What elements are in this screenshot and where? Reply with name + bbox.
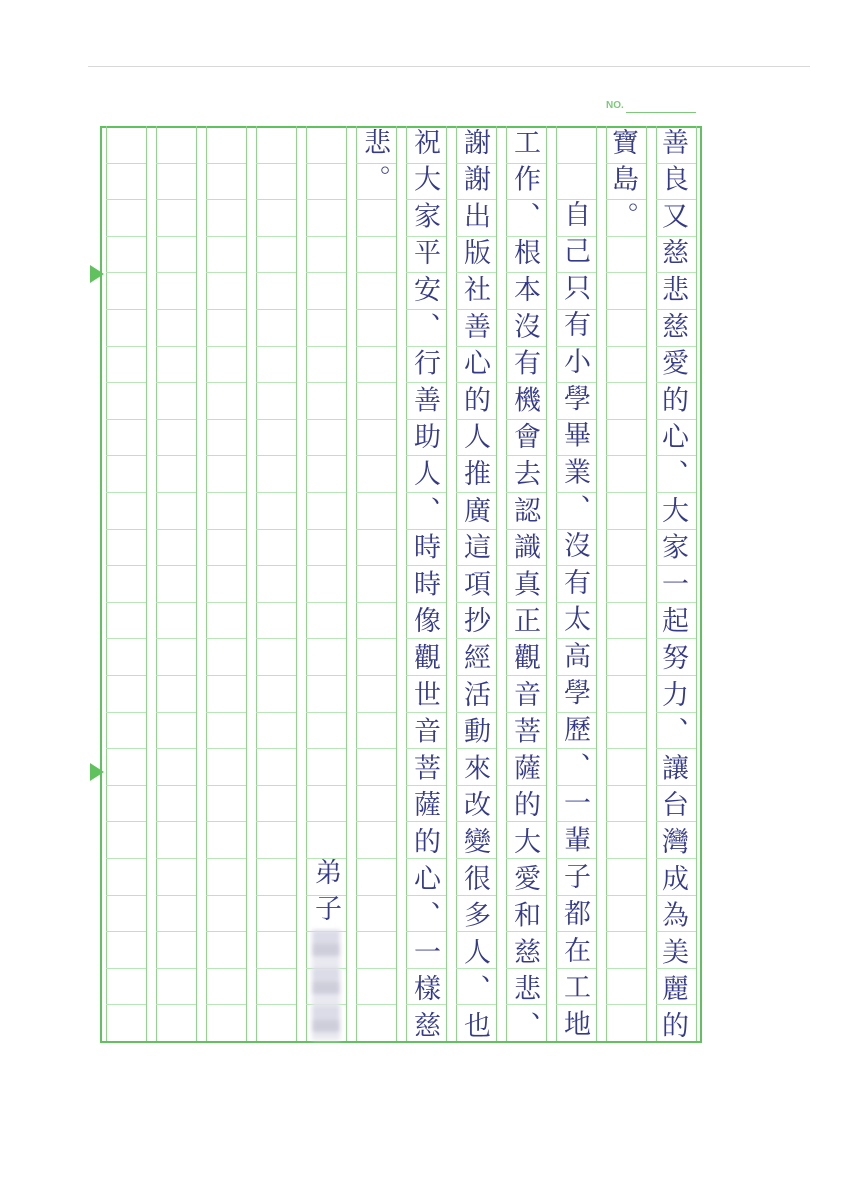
grid-row-line bbox=[156, 821, 196, 822]
grid-row-line bbox=[256, 748, 296, 749]
grid-row-line bbox=[106, 492, 146, 493]
grid-row-line bbox=[256, 675, 296, 676]
grid-row-line bbox=[356, 492, 396, 493]
text-column-2: 寶島。 bbox=[607, 128, 638, 239]
grid-row-line bbox=[606, 309, 646, 310]
grid-row-line bbox=[106, 968, 146, 969]
grid-row-line bbox=[256, 785, 296, 786]
grid-row-line bbox=[106, 272, 146, 273]
grid-column-line bbox=[206, 126, 207, 1041]
grid-row-line bbox=[606, 419, 646, 420]
grid-row-line bbox=[256, 346, 296, 347]
grid-row-line bbox=[606, 1004, 646, 1005]
top-rule bbox=[88, 66, 810, 67]
grid-row-line bbox=[156, 309, 196, 310]
grid-row-line bbox=[356, 895, 396, 896]
grid-row-line bbox=[106, 858, 146, 859]
grid-row-line bbox=[106, 199, 146, 200]
grid-row-line bbox=[106, 346, 146, 347]
grid-row-line bbox=[606, 346, 646, 347]
grid-row-line bbox=[606, 455, 646, 456]
grid-row-line bbox=[206, 858, 246, 859]
grid-frame bbox=[100, 126, 702, 1043]
number-line bbox=[626, 112, 696, 113]
grid-row-line bbox=[306, 382, 346, 383]
grid-row-line bbox=[256, 455, 296, 456]
grid-row-line bbox=[606, 272, 646, 273]
grid-row-line bbox=[606, 895, 646, 896]
grid-row-line bbox=[206, 272, 246, 273]
grid-row-line bbox=[206, 492, 246, 493]
grid-column-line bbox=[606, 126, 607, 1041]
grid-row-line bbox=[256, 638, 296, 639]
grid-row-line bbox=[606, 748, 646, 749]
grid-row-line bbox=[306, 272, 346, 273]
grid-row-line bbox=[156, 163, 196, 164]
grid-row-line bbox=[206, 712, 246, 713]
grid-row-line bbox=[156, 382, 196, 383]
grid-row-line bbox=[306, 419, 346, 420]
grid-row-line bbox=[156, 748, 196, 749]
grid-row-line bbox=[256, 163, 296, 164]
grid-row-line bbox=[206, 163, 246, 164]
grid-row-line bbox=[156, 675, 196, 676]
grid-row-line bbox=[606, 382, 646, 383]
grid-row-line bbox=[206, 419, 246, 420]
grid-row-line bbox=[606, 675, 646, 676]
redacted-name bbox=[312, 930, 340, 1040]
grid-row-line bbox=[306, 785, 346, 786]
grid-row-line bbox=[606, 785, 646, 786]
grid-row-line bbox=[156, 529, 196, 530]
text-column-8: 悲。 bbox=[359, 128, 390, 202]
grid-row-line bbox=[356, 565, 396, 566]
grid-row-line bbox=[106, 455, 146, 456]
grid-row-line bbox=[206, 785, 246, 786]
grid-row-line bbox=[356, 455, 396, 456]
grid-row-line bbox=[156, 968, 196, 969]
author-label: 弟子 bbox=[310, 858, 341, 930]
grid-row-line bbox=[356, 272, 396, 273]
grid-row-line bbox=[356, 858, 396, 859]
grid-column-line bbox=[146, 126, 147, 1041]
grid-row-line bbox=[106, 675, 146, 676]
grid-row-line bbox=[306, 821, 346, 822]
grid-row-line bbox=[106, 309, 146, 310]
grid-row-line bbox=[606, 602, 646, 603]
grid-row-line bbox=[206, 455, 246, 456]
grid-column-line bbox=[346, 126, 347, 1041]
grid-row-line bbox=[356, 638, 396, 639]
grid-row-line bbox=[356, 748, 396, 749]
grid-row-line bbox=[156, 346, 196, 347]
grid-row-line bbox=[356, 346, 396, 347]
grid-row-line bbox=[606, 492, 646, 493]
grid-row-line bbox=[356, 236, 396, 237]
grid-row-line bbox=[306, 455, 346, 456]
grid-row-line bbox=[606, 712, 646, 713]
grid-row-line bbox=[156, 272, 196, 273]
grid-row-line bbox=[256, 529, 296, 530]
grid-row-line bbox=[356, 309, 396, 310]
grid-row-line bbox=[206, 199, 246, 200]
grid-row-line bbox=[606, 968, 646, 969]
grid-row-line bbox=[256, 565, 296, 566]
grid-row-line bbox=[306, 638, 346, 639]
grid-row-line bbox=[106, 1004, 146, 1005]
text-column-5: 工作、根本沒有機會去認識真正觀音菩薩的大愛和慈悲、 bbox=[509, 128, 540, 1048]
grid-row-line bbox=[156, 199, 196, 200]
grid-row-line bbox=[256, 492, 296, 493]
grid-row-line bbox=[356, 602, 396, 603]
grid-row-line bbox=[306, 602, 346, 603]
grid-row-line bbox=[106, 602, 146, 603]
grid-column-line bbox=[106, 126, 107, 1041]
grid-row-line bbox=[306, 199, 346, 200]
grid-row-line bbox=[306, 309, 346, 310]
grid-row-line bbox=[256, 931, 296, 932]
grid-row-line bbox=[606, 858, 646, 859]
grid-row-line bbox=[356, 712, 396, 713]
grid-row-line bbox=[306, 163, 346, 164]
grid-row-line bbox=[156, 895, 196, 896]
grid-row-line bbox=[256, 858, 296, 859]
grid-row-line bbox=[306, 492, 346, 493]
grid-row-line bbox=[356, 821, 396, 822]
grid-row-line bbox=[206, 675, 246, 676]
grid-row-line bbox=[306, 565, 346, 566]
grid-row-line bbox=[206, 382, 246, 383]
text-column-7: 祝大家平安、行善助人、時時像觀世音菩薩的心、一樣慈 bbox=[409, 128, 440, 1048]
grid-row-line bbox=[106, 785, 146, 786]
grid-row-line bbox=[606, 931, 646, 932]
grid-row-line bbox=[606, 529, 646, 530]
grid-row-line bbox=[206, 748, 246, 749]
grid-row-line bbox=[256, 419, 296, 420]
grid-row-line bbox=[256, 895, 296, 896]
grid-row-line bbox=[206, 346, 246, 347]
grid-row-line bbox=[356, 931, 396, 932]
grid-row-line bbox=[206, 236, 246, 237]
grid-row-line bbox=[256, 199, 296, 200]
grid-column-line bbox=[296, 126, 297, 1041]
grid-row-line bbox=[106, 565, 146, 566]
grid-column-line bbox=[246, 126, 247, 1041]
grid-row-line bbox=[106, 821, 146, 822]
grid-row-line bbox=[306, 675, 346, 676]
grid-row-line bbox=[356, 419, 396, 420]
grid-row-line bbox=[156, 712, 196, 713]
grid-row-line bbox=[206, 602, 246, 603]
grid-row-line bbox=[606, 638, 646, 639]
grid-row-line bbox=[356, 968, 396, 969]
grid-row-line bbox=[106, 638, 146, 639]
grid-column-line bbox=[256, 126, 257, 1041]
grid-row-line bbox=[206, 529, 246, 530]
grid-row-line bbox=[156, 931, 196, 932]
grid-column-line bbox=[596, 126, 597, 1041]
grid-row-line bbox=[156, 602, 196, 603]
grid-row-line bbox=[606, 821, 646, 822]
grid-row-line bbox=[106, 163, 146, 164]
grid-row-line bbox=[206, 565, 246, 566]
grid-row-line bbox=[156, 1004, 196, 1005]
grid-row-line bbox=[106, 529, 146, 530]
grid-row-line bbox=[206, 968, 246, 969]
grid-row-line bbox=[156, 565, 196, 566]
grid-row-line bbox=[556, 163, 596, 164]
grid-row-line bbox=[106, 236, 146, 237]
grid-column-line bbox=[646, 126, 647, 1041]
grid-row-line bbox=[206, 895, 246, 896]
grid-row-line bbox=[356, 785, 396, 786]
grid-column-line bbox=[356, 126, 357, 1041]
grid-row-line bbox=[256, 712, 296, 713]
grid-row-line bbox=[106, 748, 146, 749]
grid-column-line bbox=[696, 126, 697, 1041]
grid-row-line bbox=[106, 895, 146, 896]
grid-row-line bbox=[156, 419, 196, 420]
grid-row-line bbox=[306, 346, 346, 347]
grid-row-line bbox=[156, 785, 196, 786]
grid-row-line bbox=[306, 236, 346, 237]
grid-row-line bbox=[106, 931, 146, 932]
grid-column-line bbox=[496, 126, 497, 1041]
grid-row-line bbox=[306, 712, 346, 713]
grid-row-line bbox=[256, 382, 296, 383]
text-column-6: 謝謝出版社善心的人推廣這項抄經活動來改變很多人、也 bbox=[459, 128, 490, 1048]
grid-row-line bbox=[206, 638, 246, 639]
grid-row-line bbox=[206, 821, 246, 822]
grid-row-line bbox=[156, 455, 196, 456]
grid-row-line bbox=[256, 272, 296, 273]
grid-row-line bbox=[206, 1004, 246, 1005]
grid-row-line bbox=[256, 236, 296, 237]
grid-row-line bbox=[256, 821, 296, 822]
grid-row-line bbox=[156, 858, 196, 859]
grid-row-line bbox=[206, 931, 246, 932]
grid-row-line bbox=[206, 309, 246, 310]
grid-row-line bbox=[356, 675, 396, 676]
grid-row-line bbox=[156, 638, 196, 639]
grid-row-line bbox=[256, 602, 296, 603]
grid-row-line bbox=[156, 492, 196, 493]
grid-row-line bbox=[306, 748, 346, 749]
grid-row-line bbox=[356, 529, 396, 530]
grid-row-line bbox=[106, 419, 146, 420]
grid-row-line bbox=[106, 382, 146, 383]
grid-row-line bbox=[256, 968, 296, 969]
grid-row-line bbox=[156, 236, 196, 237]
grid-row-line bbox=[106, 712, 146, 713]
grid-column-line bbox=[446, 126, 447, 1041]
grid-column-line bbox=[156, 126, 157, 1041]
grid-row-line bbox=[356, 1004, 396, 1005]
grid-row-line bbox=[256, 1004, 296, 1005]
grid-row-line bbox=[256, 309, 296, 310]
number-label: NO. bbox=[606, 100, 624, 111]
manuscript-grid bbox=[100, 126, 700, 1041]
grid-row-line bbox=[606, 565, 646, 566]
grid-column-line bbox=[196, 126, 197, 1041]
grid-row-line bbox=[306, 529, 346, 530]
grid-column-line bbox=[396, 126, 397, 1041]
text-column-4: 自己只有小學畢業、沒有太高學歷、一輩子都在工地 bbox=[559, 200, 590, 1047]
text-column-1: 善良又慈悲慈愛的心、大家一起努力、讓台灣成為美麗的 bbox=[657, 128, 688, 1048]
grid-row-line bbox=[356, 382, 396, 383]
grid-column-line bbox=[546, 126, 547, 1041]
